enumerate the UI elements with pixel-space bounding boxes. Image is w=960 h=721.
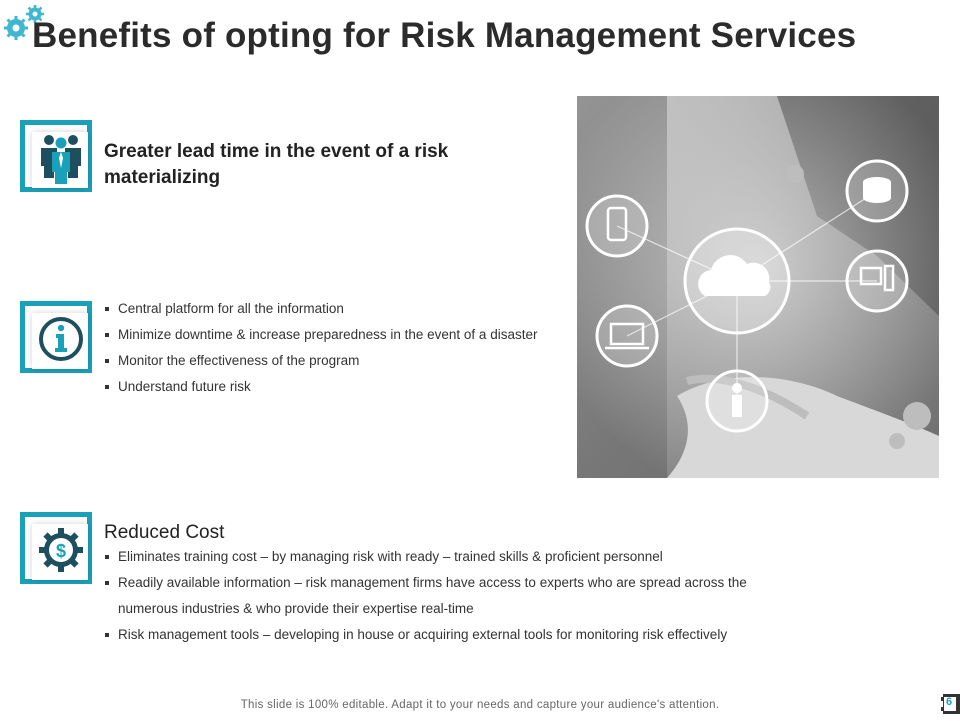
page-number-badge <box>941 692 960 716</box>
footer-note: This slide is 100% editable. Adapt it to your needs and capture your audience's attention. <box>240 699 720 711</box>
team-icon <box>35 130 87 184</box>
slide-title: Benefits of opting for Risk Management Services <box>32 16 857 55</box>
list-item: Risk management tools – developing in house or acquiring external tools for monitoring risk effectively <box>104 622 794 648</box>
section-1-heading: Greater lead time in the event of a risk materializing <box>104 141 449 188</box>
section-3-bullets <box>104 544 794 648</box>
dollar-gear-icon <box>35 522 87 576</box>
list-item: Eliminates training cost – by managing risk with ready – trained skills & proficient personnel <box>104 544 794 570</box>
svg-text:$: $ <box>55 541 67 561</box>
info-icon <box>35 311 87 365</box>
dollar-gear-icon-box <box>20 512 100 584</box>
list-item: Minimize downtime & increase preparedness in the event of a disaster <box>104 322 564 348</box>
info-icon-box <box>20 301 100 373</box>
team-icon-box <box>20 120 100 192</box>
section-3-heading: Reduced Cost <box>104 522 225 543</box>
list-item: Monitor the effectiveness of the program <box>104 348 564 374</box>
list-item: Central platform for all the information <box>104 296 564 322</box>
list-item: Readily available information – risk management firms have access to experts who are spread across the numerous industries & who provide their expertise real-time <box>104 570 794 622</box>
cloud-network-photo <box>577 96 939 478</box>
page-number: 6 <box>945 696 953 708</box>
list-item: Understand future risk <box>104 374 564 400</box>
section-2-bullets <box>104 296 564 400</box>
